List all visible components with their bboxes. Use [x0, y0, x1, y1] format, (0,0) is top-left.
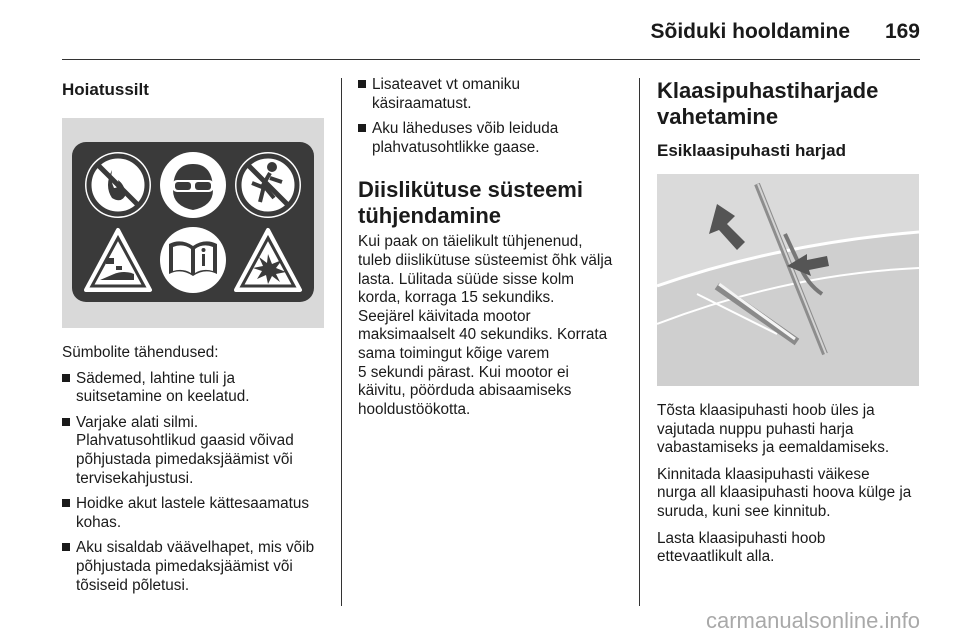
symbols-intro: Sümbolite tähendused: [62, 344, 219, 361]
page-header [0, 0, 960, 62]
column-1 [62, 79, 330, 595]
paragraph-3: Lasta klaasipuhasti hoob ettevaatlikult alla. [657, 529, 826, 566]
page-number: 169 [884, 20, 920, 43]
paragraph-1: Tõsta klaasipuhasti hoob üles ja vajutada nuppu puhasti harja vabastamiseks ja eemaldamiseks. [657, 402, 890, 457]
wiper-replacement-heading: Klaasipuhastiharjade vahetamine [657, 78, 879, 129]
keep-away-from-children-icon [235, 152, 301, 218]
column-2 [358, 76, 630, 419]
corrosive-acid-icon [86, 230, 150, 290]
warning-label-heading: Hoiatussilt [62, 80, 149, 99]
paragraph-2: Kinnitada klaasipuhasti väikese nurga all klaasipuhasti hoova külge ja suruda, kuni see kinnitub. [657, 465, 912, 520]
bullet-item: Hoidke akut lastele kättesaamatus kohas. [62, 495, 330, 532]
no-fire-icon [85, 152, 151, 218]
windscreen-wiper-subheading: Esiklaasipuhasti harjad [657, 141, 846, 160]
bullet-item: Lisateavet vt omaniku käsiraamatust. [358, 76, 630, 113]
owner-manual-icon [160, 227, 226, 293]
wiper-blade-image [657, 174, 919, 386]
warning-label-image [62, 118, 324, 328]
warning-symbols [72, 142, 314, 302]
bullet-item: Varjake alati silmi. Plahvatusohtlikud gaasid võivad põhjustada pimedaksjäämist või tervisekahjustusi. [62, 414, 330, 488]
bullet-item: Aku sisaldab väävelhapet, mis võib põhjustada pimedaksjäämist või tõsiseid põletusi. [62, 539, 330, 595]
header-divider [62, 59, 920, 60]
diesel-system-body: Kui paak on täielikult tühjenenud, tuleb diislikütuse süsteemist õhk välja lasta. Lülitada süüde sisse kolm korda, korraga 15 sekundiks. Seejärel käivitada mootor maksimaalselt 40 sekundiks. Korrata sama toimingut kõige varem 5 sekundi pärast. Kui mootor ei käivitu, pöörduda abisaamiseks hooldustöökotta. [358, 233, 613, 418]
diesel-system-heading: Diislikütuse süsteemi tühjendamine [358, 177, 583, 229]
lift-arrow-icon [709, 204, 745, 250]
column-3 [657, 78, 925, 567]
bullet-item: Sädemed, lahtine tuli ja suitsetamine on keelatud. [62, 370, 330, 407]
eye-protection-icon [160, 152, 226, 218]
column-divider-1 [341, 78, 342, 606]
column-divider-2 [639, 78, 640, 606]
warning-label-panel [72, 142, 314, 302]
watermark: carmanualsonline.info [705, 608, 920, 633]
bullet-item: Aku läheduses võib leiduda plahvatusohtlikke gaase. [358, 120, 630, 157]
explosive-gas-icon [236, 230, 300, 290]
wiper-illustration [657, 174, 919, 386]
section-title: Sõiduki hooldamine [650, 20, 850, 43]
